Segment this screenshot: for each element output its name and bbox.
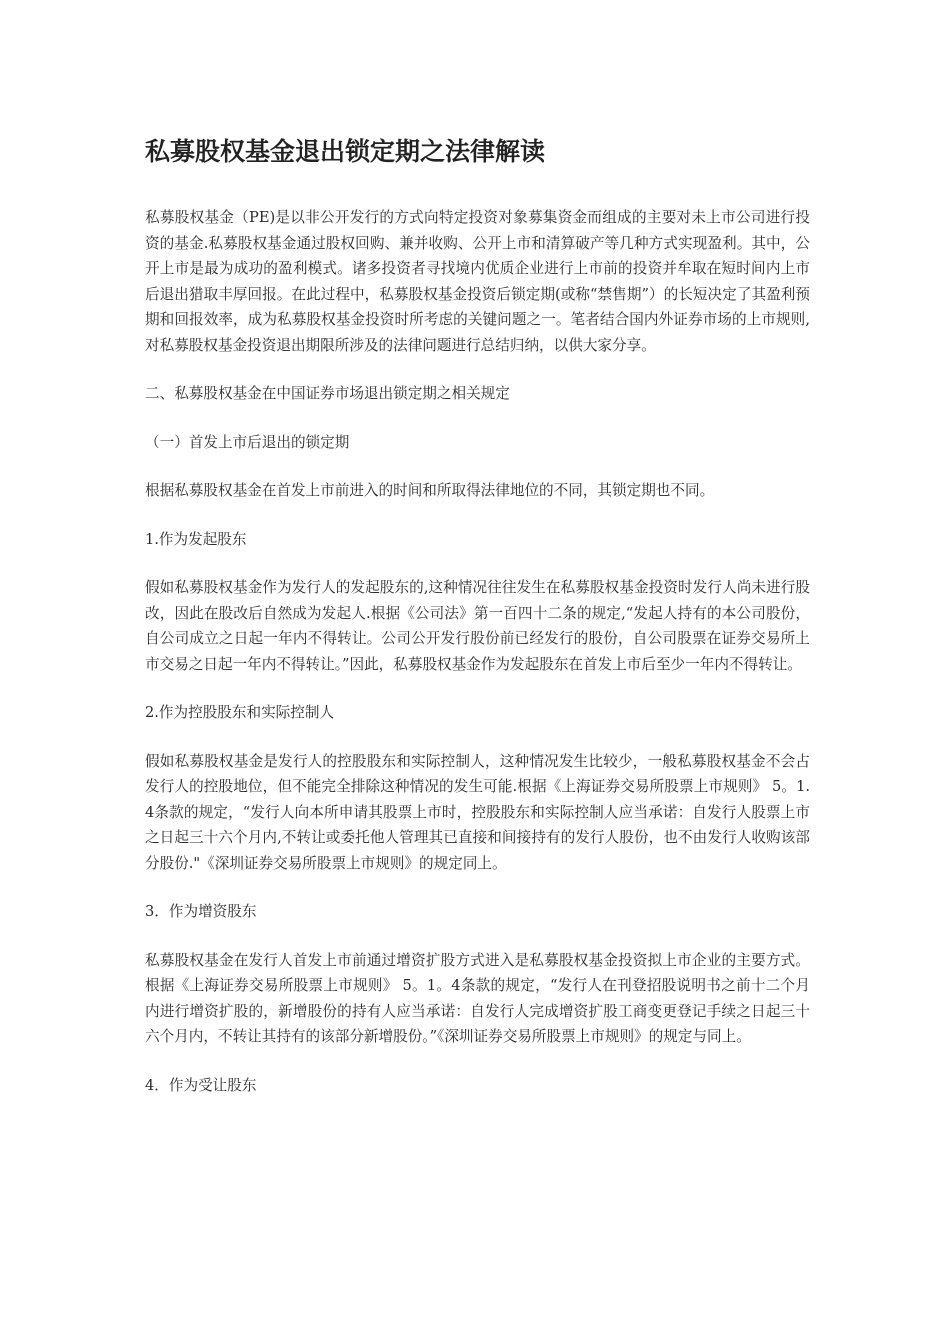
item-heading-controlling-shareholder: 2.作为控股股东和实际控制人 bbox=[145, 704, 335, 721]
item-body-controlling-shareholder: 假如私募股权基金是发行人的控股股东和实际控制人，这种情况发生比较少，一般私募股权基金不会占发行人的控股地位，但不能完全排除这种情况的发生可能.根据《上海证券交易所股票上市规则》 5。1.4条款的规定，“发行人向本所申请其股票上市时，控股股东和实际控制人应当承诺：自发行人股票上市之日起三十六个月内,不转让或委托他人管理其已直接和间接持有的发行人股份，也不由发行人收购该部分股份."《深圳证券交易所股票上市规则》的规定同上。 bbox=[145, 752, 810, 872]
document-title: 私募股权基金退出锁定期之法律解读 bbox=[145, 137, 546, 166]
item-heading-founding-shareholder: 1.作为发起股东 bbox=[145, 530, 247, 548]
subsection-heading: （一）首发上市后退出的锁定期 bbox=[145, 433, 350, 451]
intro-paragraph: 私募股权基金（PE)是以非公开发行的方式向特定投资对象募集资金而组成的主要对未上市公司进行投资的基金.私募股权基金通过股权回购、兼并收购、公开上市和清算破产等几种方式实现盈利。其中，公开上市是最为成功的盈利模式。诸多投资者寻找境内优质企业进行上市前的投资并牟取在短时间内上市后退出猎取丰厚回报。在此过程中，私募股权基金投资后锁定期(或称“禁售期”）的长短决定了其盈利预期和回报效率，成为私募股权基金投资时所考虑的关键问题之一。笔者结合国内外证券市场的上市规则,对私募股权基金投资退出期限所涉及的法律问题进行总结归纳，以供大家分享。 bbox=[145, 209, 810, 354]
document-page bbox=[145, 132, 810, 1121]
item-body-founding-shareholder: 假如私募股权基金作为发行人的发起股东的,这种情况往往发生在私募股权基金投资时发行人尚未进行股改，因此在股改后自然成为发起人.根据《公司法》第一百四十二条的规定,“发起人持有的本公司股份，自公司成立之日起一年内不得转让。公司公开发行股份前已经发行的股份，自公司股票在证券交易所上市交易之日起一年内不得转让。”因此，私募股权基金作为发起股东在首发上市后至少一年内不得转让。 bbox=[145, 579, 810, 673]
item-heading-capital-increase-shareholder: 3．作为增资股东 bbox=[145, 903, 257, 920]
subsection-intro-paragraph: 根据私募股权基金在首发上市前进入的时间和所取得法律地位的不同，其锁定期也不同。 bbox=[145, 482, 715, 499]
item-body-capital-increase-shareholder: 私募股权基金在发行人首发上市前通过增资扩股方式进入是私募股权基金投资拟上市企业的主要方式。根据《上海证券交易所股票上市规则》 5。1。4条款的规定，“发行人在刊登招股说明书之前十二个月内进行增资扩股的，新增股份的持有人应当承诺：自发行人完成增资扩股工商变更登记手续之日起三十六个月内，不转让其持有的该部分新增股份。”《深圳证券交易所股票上市规则》的规定与同上。 bbox=[145, 951, 810, 1045]
section-heading: 二、私募股权基金在中国证券市场退出锁定期之相关规定 bbox=[145, 385, 510, 402]
item-heading-transferee-shareholder: 4．作为受让股东 bbox=[145, 1076, 257, 1094]
